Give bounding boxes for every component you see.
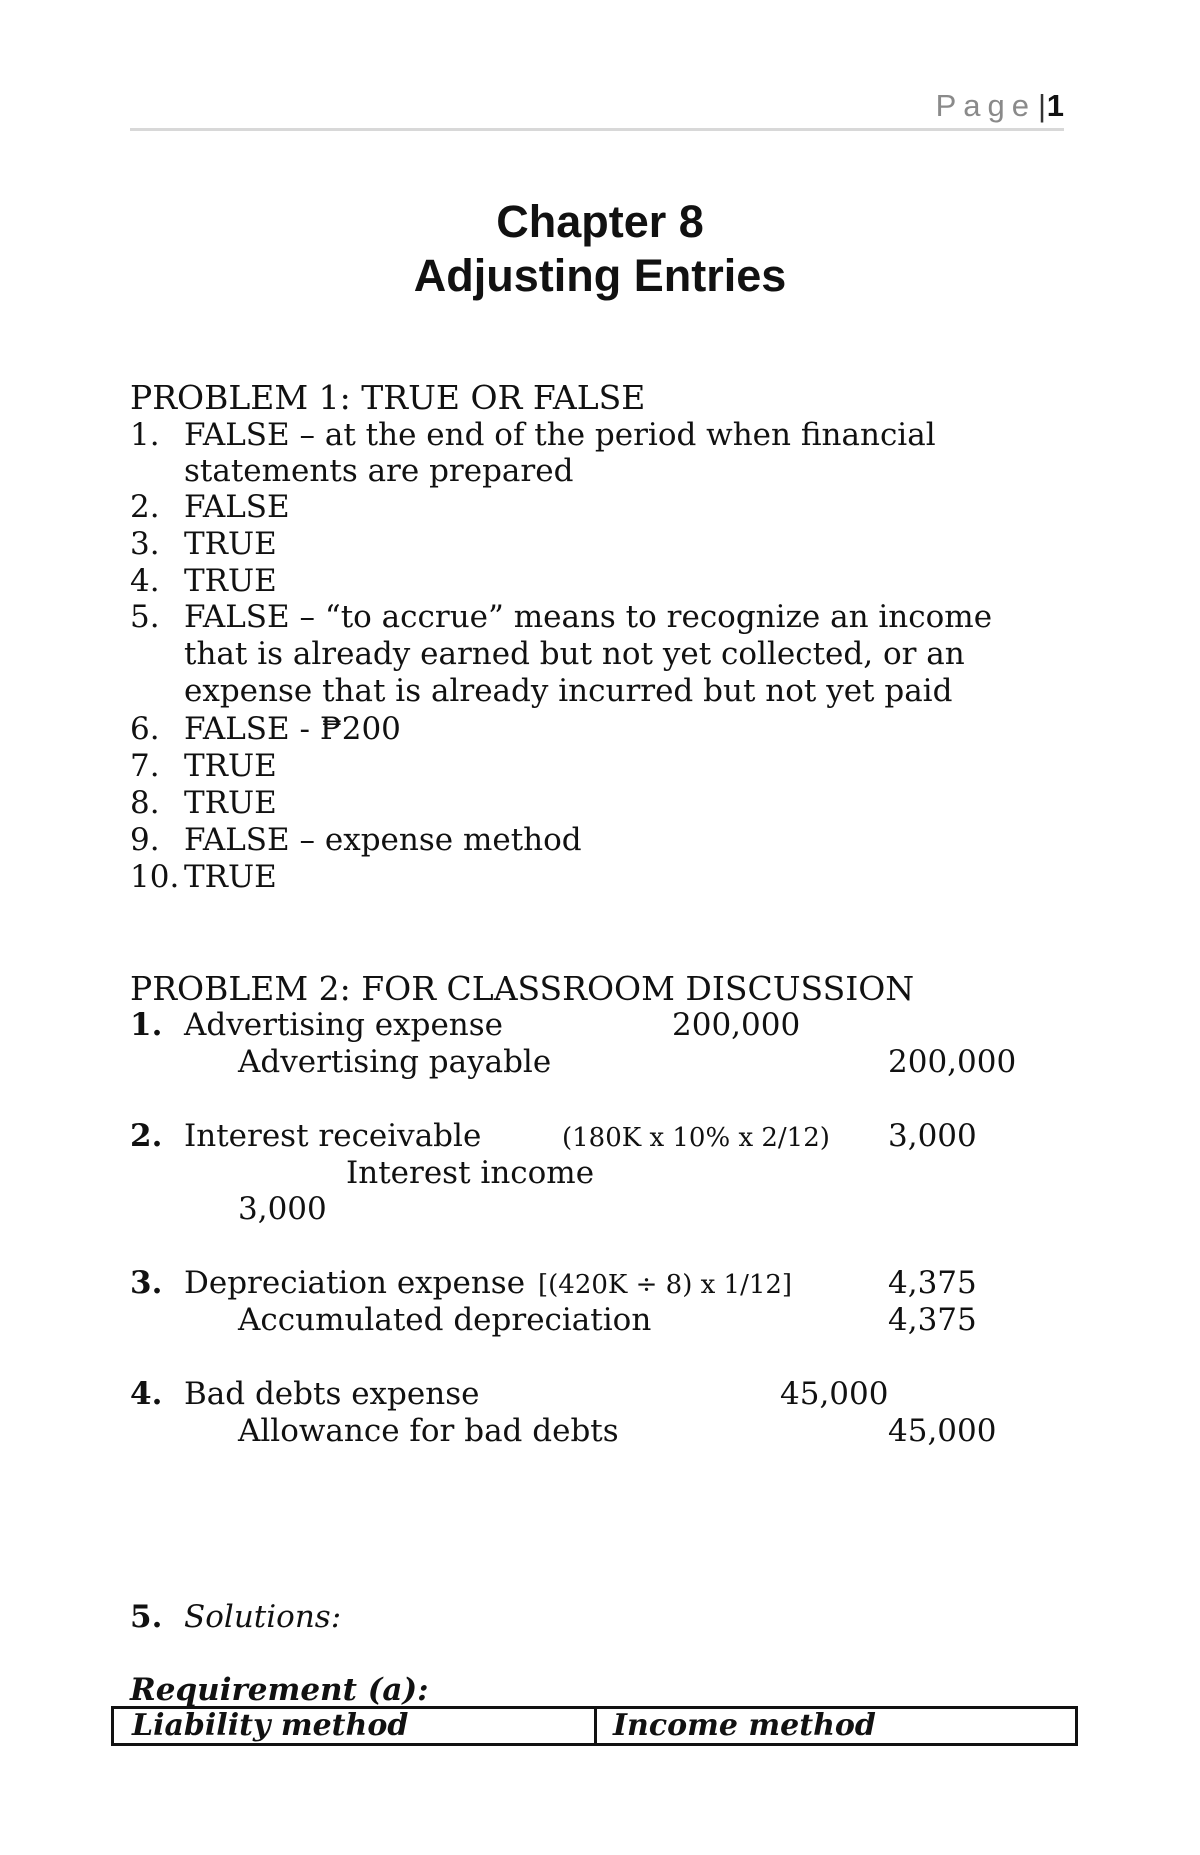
credit-account: Accumulated depreciation	[238, 1302, 652, 1338]
list-item-number: 8.	[130, 785, 160, 821]
list-item-text: FALSE – “to accrue” means to recognize an income	[184, 599, 993, 635]
list-item-text: FALSE - ₱200	[184, 711, 401, 747]
list-item-text: TRUE	[184, 526, 277, 562]
entry-number: 2.	[130, 1118, 163, 1154]
debit-amount: 45,000	[780, 1376, 889, 1412]
list-item-number: 3.	[130, 526, 160, 562]
credit-account: Advertising payable	[238, 1044, 552, 1080]
table-header-income-method: Income method	[594, 1709, 1075, 1743]
debit-amount: 3,000	[888, 1118, 977, 1154]
requirement-label: Requirement (a):	[130, 1672, 429, 1708]
list-item-text: statements are prepared	[184, 453, 574, 489]
entry-number: 1.	[130, 1007, 163, 1043]
credit-account: Interest income	[346, 1155, 595, 1191]
debit-amount: 200,000	[672, 1007, 801, 1043]
requirement-table	[111, 1706, 1078, 1746]
chapter-title: Chapter 8	[496, 196, 704, 247]
page-label: Page	[935, 88, 1036, 123]
list-item-number: 2.	[130, 489, 160, 525]
list-item-number: 10.	[130, 859, 180, 895]
debit-account: Interest receivable	[184, 1118, 482, 1154]
list-item-text: FALSE	[184, 489, 290, 525]
chapter-subtitle: Adjusting Entries	[413, 250, 787, 301]
list-item-number: 1.	[130, 417, 160, 453]
page-separator: |	[1037, 88, 1046, 123]
list-item-number: 7.	[130, 748, 160, 784]
entry-number: 5.	[130, 1599, 163, 1635]
credit-amount: 3,000	[238, 1191, 327, 1227]
list-item-text: TRUE	[184, 563, 277, 599]
list-item-number: 6.	[130, 711, 160, 747]
list-item-text: FALSE – expense method	[184, 822, 582, 858]
list-item-text: TRUE	[184, 748, 277, 784]
page-number: 1	[1046, 88, 1064, 123]
credit-amount: 4,375	[888, 1302, 977, 1338]
debit-account: Advertising expense	[184, 1007, 504, 1043]
credit-amount: 45,000	[888, 1413, 997, 1449]
list-item-number: 5.	[130, 599, 160, 635]
debit-amount: 4,375	[888, 1265, 977, 1301]
debit-account: Depreciation expense	[184, 1265, 526, 1301]
computation: [(420K ÷ 8) x 1/12]	[538, 1270, 793, 1300]
list-item-number: 4.	[130, 563, 160, 599]
problem1-heading: PROBLEM 1: TRUE OR FALSE	[130, 378, 646, 417]
list-item-text: expense that is already incurred but not yet paid	[184, 673, 953, 709]
problem2-heading: PROBLEM 2: FOR CLASSROOM DISCUSSION	[130, 969, 915, 1008]
solutions-label: Solutions:	[184, 1599, 342, 1635]
list-item-number: 9.	[130, 822, 160, 858]
list-item-text: TRUE	[184, 859, 277, 895]
credit-account: Allowance for bad debts	[238, 1413, 619, 1449]
page-header	[130, 88, 1064, 131]
computation: (180K x 10% x 2/12)	[562, 1123, 830, 1153]
entry-number: 4.	[130, 1376, 163, 1412]
list-item-text: FALSE – at the end of the period when financial	[184, 417, 936, 453]
entry-number: 3.	[130, 1265, 163, 1301]
table-header-liability-method: Liability method	[132, 1708, 409, 1743]
list-item-text: that is already earned but not yet collected, or an	[184, 636, 965, 672]
credit-amount: 200,000	[888, 1044, 1017, 1080]
debit-account: Bad debts expense	[184, 1376, 480, 1412]
list-item-text: TRUE	[184, 785, 277, 821]
